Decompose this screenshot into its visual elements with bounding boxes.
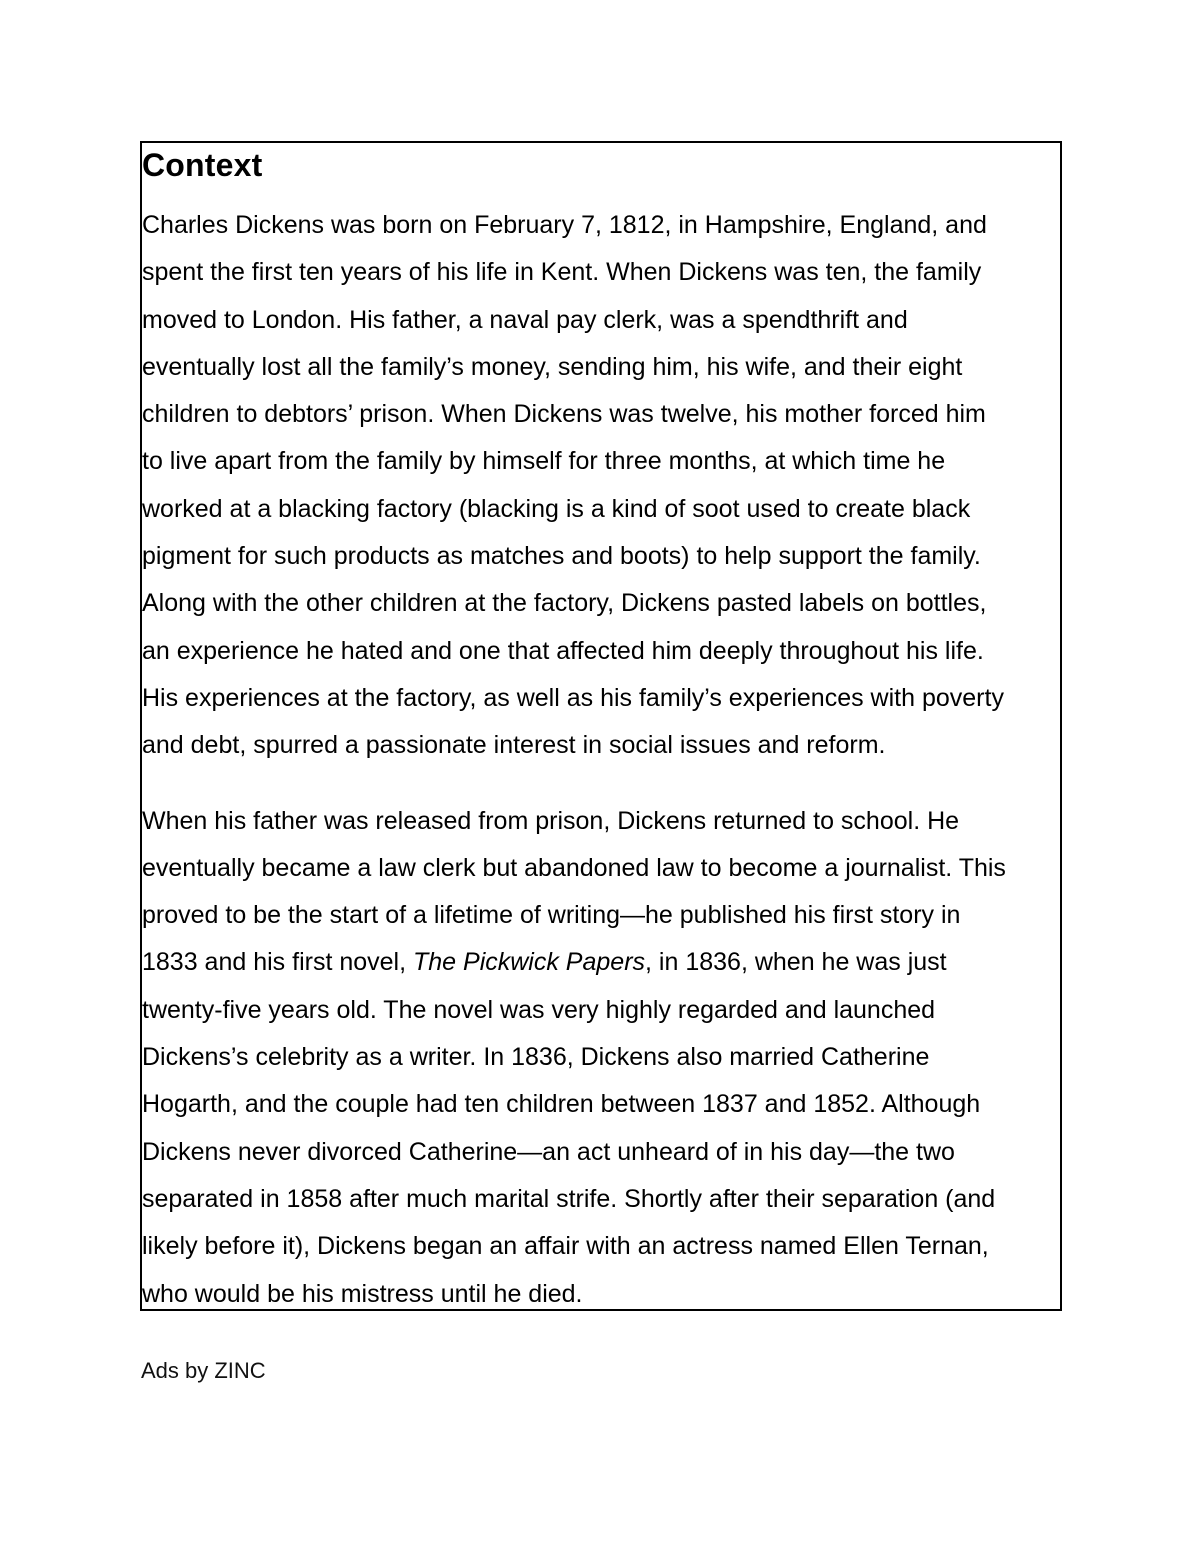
paragraph-line: Dickens’s celebrity as a writer. In 1836, Dickens also married Catherine [142, 1043, 930, 1072]
paragraph-line: eventually lost all the family’s money, sending him, his wife, and their eight [142, 352, 963, 381]
paragraph-line: worked at a blacking factory (blacking is a kind of soot used to create black [142, 494, 971, 523]
paragraph-line: twenty-five years old. The novel was very highly regarded and launched [142, 995, 936, 1024]
section-heading: Context [142, 147, 263, 183]
ads-by-zinc-link[interactable]: Ads by ZINC [141, 1358, 266, 1383]
context-section-box [140, 141, 1062, 1311]
line-text-after-title: , in 1836, when he was just [645, 948, 947, 977]
paragraph-line: Charles Dickens was born on February 7, 1812, in Hampshire, England, and [142, 211, 987, 239]
paragraph-line: proved to be the start of a lifetime of writing—he published his first story in [142, 901, 961, 930]
paragraph-line: to live apart from the family by himself for three months, at which time he [142, 447, 946, 476]
paragraph-line: Dickens never divorced Catherine—an act unheard of in his day—the two [142, 1137, 955, 1166]
paragraph-line: spent the first ten years of his life in Kent. When Dickens was ten, the family [142, 258, 982, 287]
paragraph-line: Hogarth, and the couple had ten children between 1837 and 1852. Although [142, 1090, 981, 1119]
paragraph-line: children to debtors’ prison. When Dickens was twelve, his mother forced him [142, 400, 986, 429]
paragraph-line: moved to London. His father, a naval pay clerk, was a spendthrift and [142, 305, 908, 334]
paragraph-line: and debt, spurred a passionate interest in social issues and reform. [142, 731, 886, 760]
paragraph-line: When his father was released from prison, Dickens returned to school. He [142, 806, 960, 835]
paragraph-line: likely before it), Dickens began an affair with an actress named Ellen Ternan, [142, 1232, 989, 1261]
paragraph-line: who would be his mistress until he died. [142, 1279, 583, 1308]
novel-title: The Pickwick Papers [413, 948, 646, 977]
paragraph-early-life [142, 202, 1060, 770]
paragraph-line: separated in 1858 after much marital strife. Shortly after their separation (and [142, 1184, 996, 1213]
paragraph-line: pigment for such products as matches and boots) to help support the family. [142, 542, 981, 571]
line-text-before-title: 1833 and his first novel, [142, 948, 413, 977]
paragraph-line: His experiences at the factory, as well as his family’s experiences with poverty [142, 683, 1004, 712]
paragraph-line: an experience he hated and one that affected him deeply throughout his life. [142, 636, 984, 665]
paragraph-line: eventually became a law clerk but abandoned law to become a journalist. This [142, 853, 1006, 882]
paragraph-line: Along with the other children at the factory, Dickens pasted labels on bottles, [142, 589, 987, 618]
paragraph-career [142, 798, 1060, 1311]
paragraph-line-with-title [142, 939, 1060, 986]
